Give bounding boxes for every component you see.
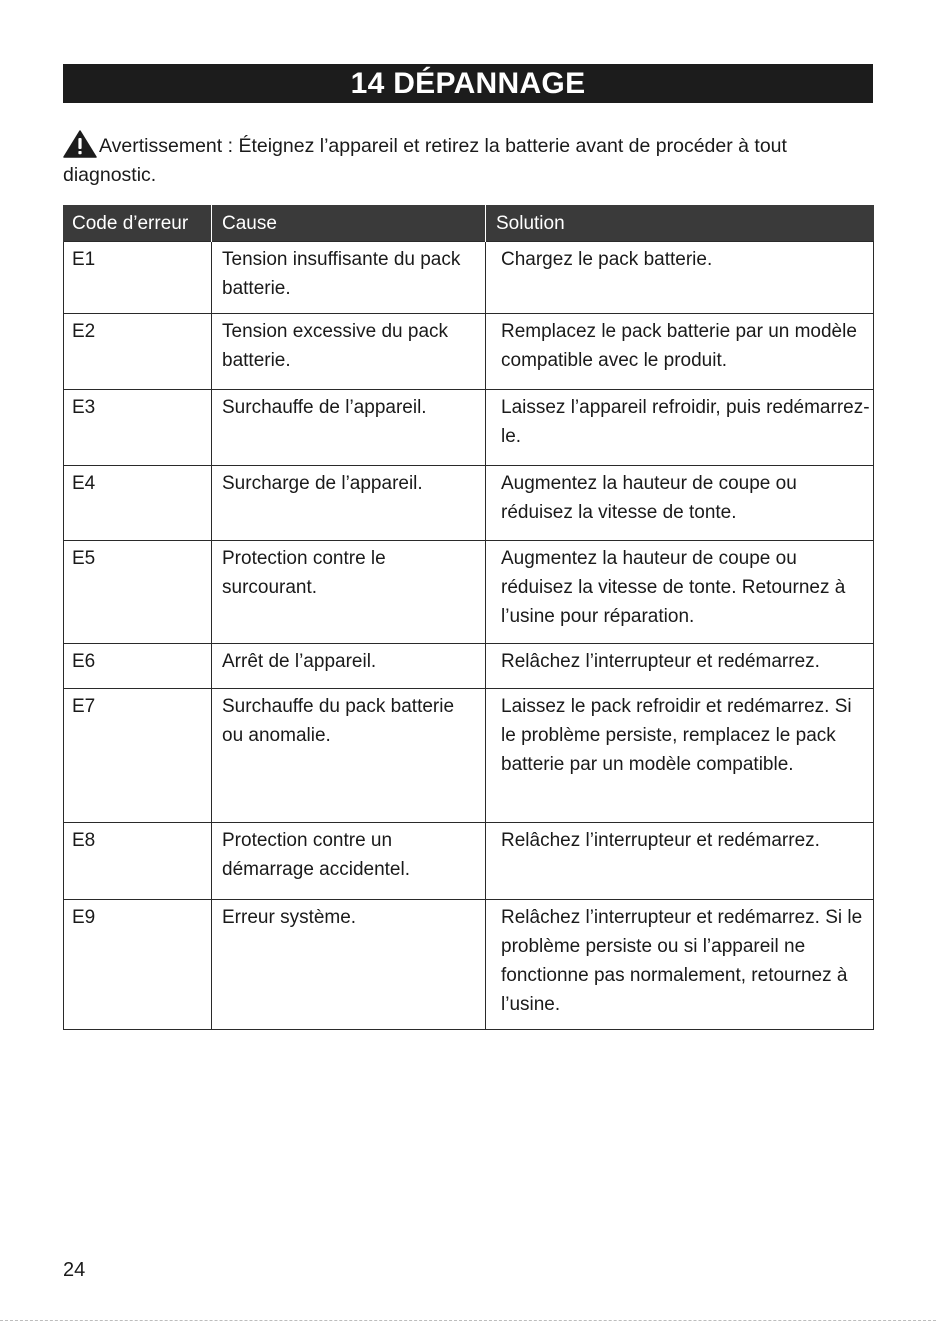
table-row xyxy=(64,242,874,314)
warning-notice xyxy=(63,130,863,190)
error-cause: Arrêt de l’appareil. xyxy=(212,644,486,689)
error-code: E5 xyxy=(64,541,212,644)
table-row xyxy=(64,689,874,823)
error-solution: Relâchez l’interrupteur et redémarrez. xyxy=(486,644,874,689)
error-solution: Laissez l’appareil refroidir, puis redémarrez-le. xyxy=(486,390,874,466)
warning-triangle-icon xyxy=(63,130,97,158)
table-header-row xyxy=(64,205,874,242)
error-code: E8 xyxy=(64,823,212,900)
warning-text: Avertissement : Éteignez l’appareil et retirez la batterie avant de procéder à tout diagnostic. xyxy=(63,135,787,186)
error-code: E7 xyxy=(64,689,212,823)
table-row xyxy=(64,541,874,644)
page-title: 14 DÉPANNAGE xyxy=(63,64,873,103)
error-code: E2 xyxy=(64,314,212,390)
error-code: E3 xyxy=(64,390,212,466)
error-cause: Tension excessive du pack batterie. xyxy=(212,314,486,390)
table-row xyxy=(64,644,874,689)
error-code: E4 xyxy=(64,466,212,541)
troubleshooting-table xyxy=(63,205,874,1030)
error-cause: Protection contre le surcourant. xyxy=(212,541,486,644)
error-cause: Protection contre un démarrage accidentel. xyxy=(212,823,486,900)
error-solution: Augmentez la hauteur de coupe ou réduisez la vitesse de tonte. Retournez à l’usine pour réparation. xyxy=(486,541,874,644)
error-code: E1 xyxy=(64,242,212,314)
error-solution: Chargez le pack batterie. xyxy=(486,242,874,314)
error-solution: Relâchez l’interrupteur et redémarrez. Si le problème persiste ou si l’appareil ne fonctionne pas normalement, retournez à l’usine. xyxy=(486,900,874,1030)
table-row xyxy=(64,314,874,390)
error-solution: Laissez le pack refroidir et redémarrez. Si le problème persiste, remplacez le pack batterie par un modèle compatible. xyxy=(486,689,874,823)
error-cause: Surchauffe du pack batterie ou anomalie. xyxy=(212,689,486,823)
error-cause: Surcharge de l’appareil. xyxy=(212,466,486,541)
error-cause: Surchauffe de l’appareil. xyxy=(212,390,486,466)
error-solution: Remplacez le pack batterie par un modèle compatible avec le produit. xyxy=(486,314,874,390)
header-solution: Solution xyxy=(486,205,874,242)
error-cause: Tension insuffisante du pack batterie. xyxy=(212,242,486,314)
page-edge-divider xyxy=(0,1320,936,1321)
table-row xyxy=(64,390,874,466)
error-code: E6 xyxy=(64,644,212,689)
error-solution: Augmentez la hauteur de coupe ou réduisez la vitesse de tonte. xyxy=(486,466,874,541)
error-code: E9 xyxy=(64,900,212,1030)
table-row xyxy=(64,900,874,1030)
header-cause: Cause xyxy=(212,205,486,242)
header-error-code: Code d’erreur xyxy=(64,205,212,242)
table-row xyxy=(64,823,874,900)
table-row xyxy=(64,466,874,541)
page-number: 24 xyxy=(63,1259,86,1281)
error-cause: Erreur système. xyxy=(212,900,486,1030)
error-solution: Relâchez l’interrupteur et redémarrez. xyxy=(486,823,874,900)
